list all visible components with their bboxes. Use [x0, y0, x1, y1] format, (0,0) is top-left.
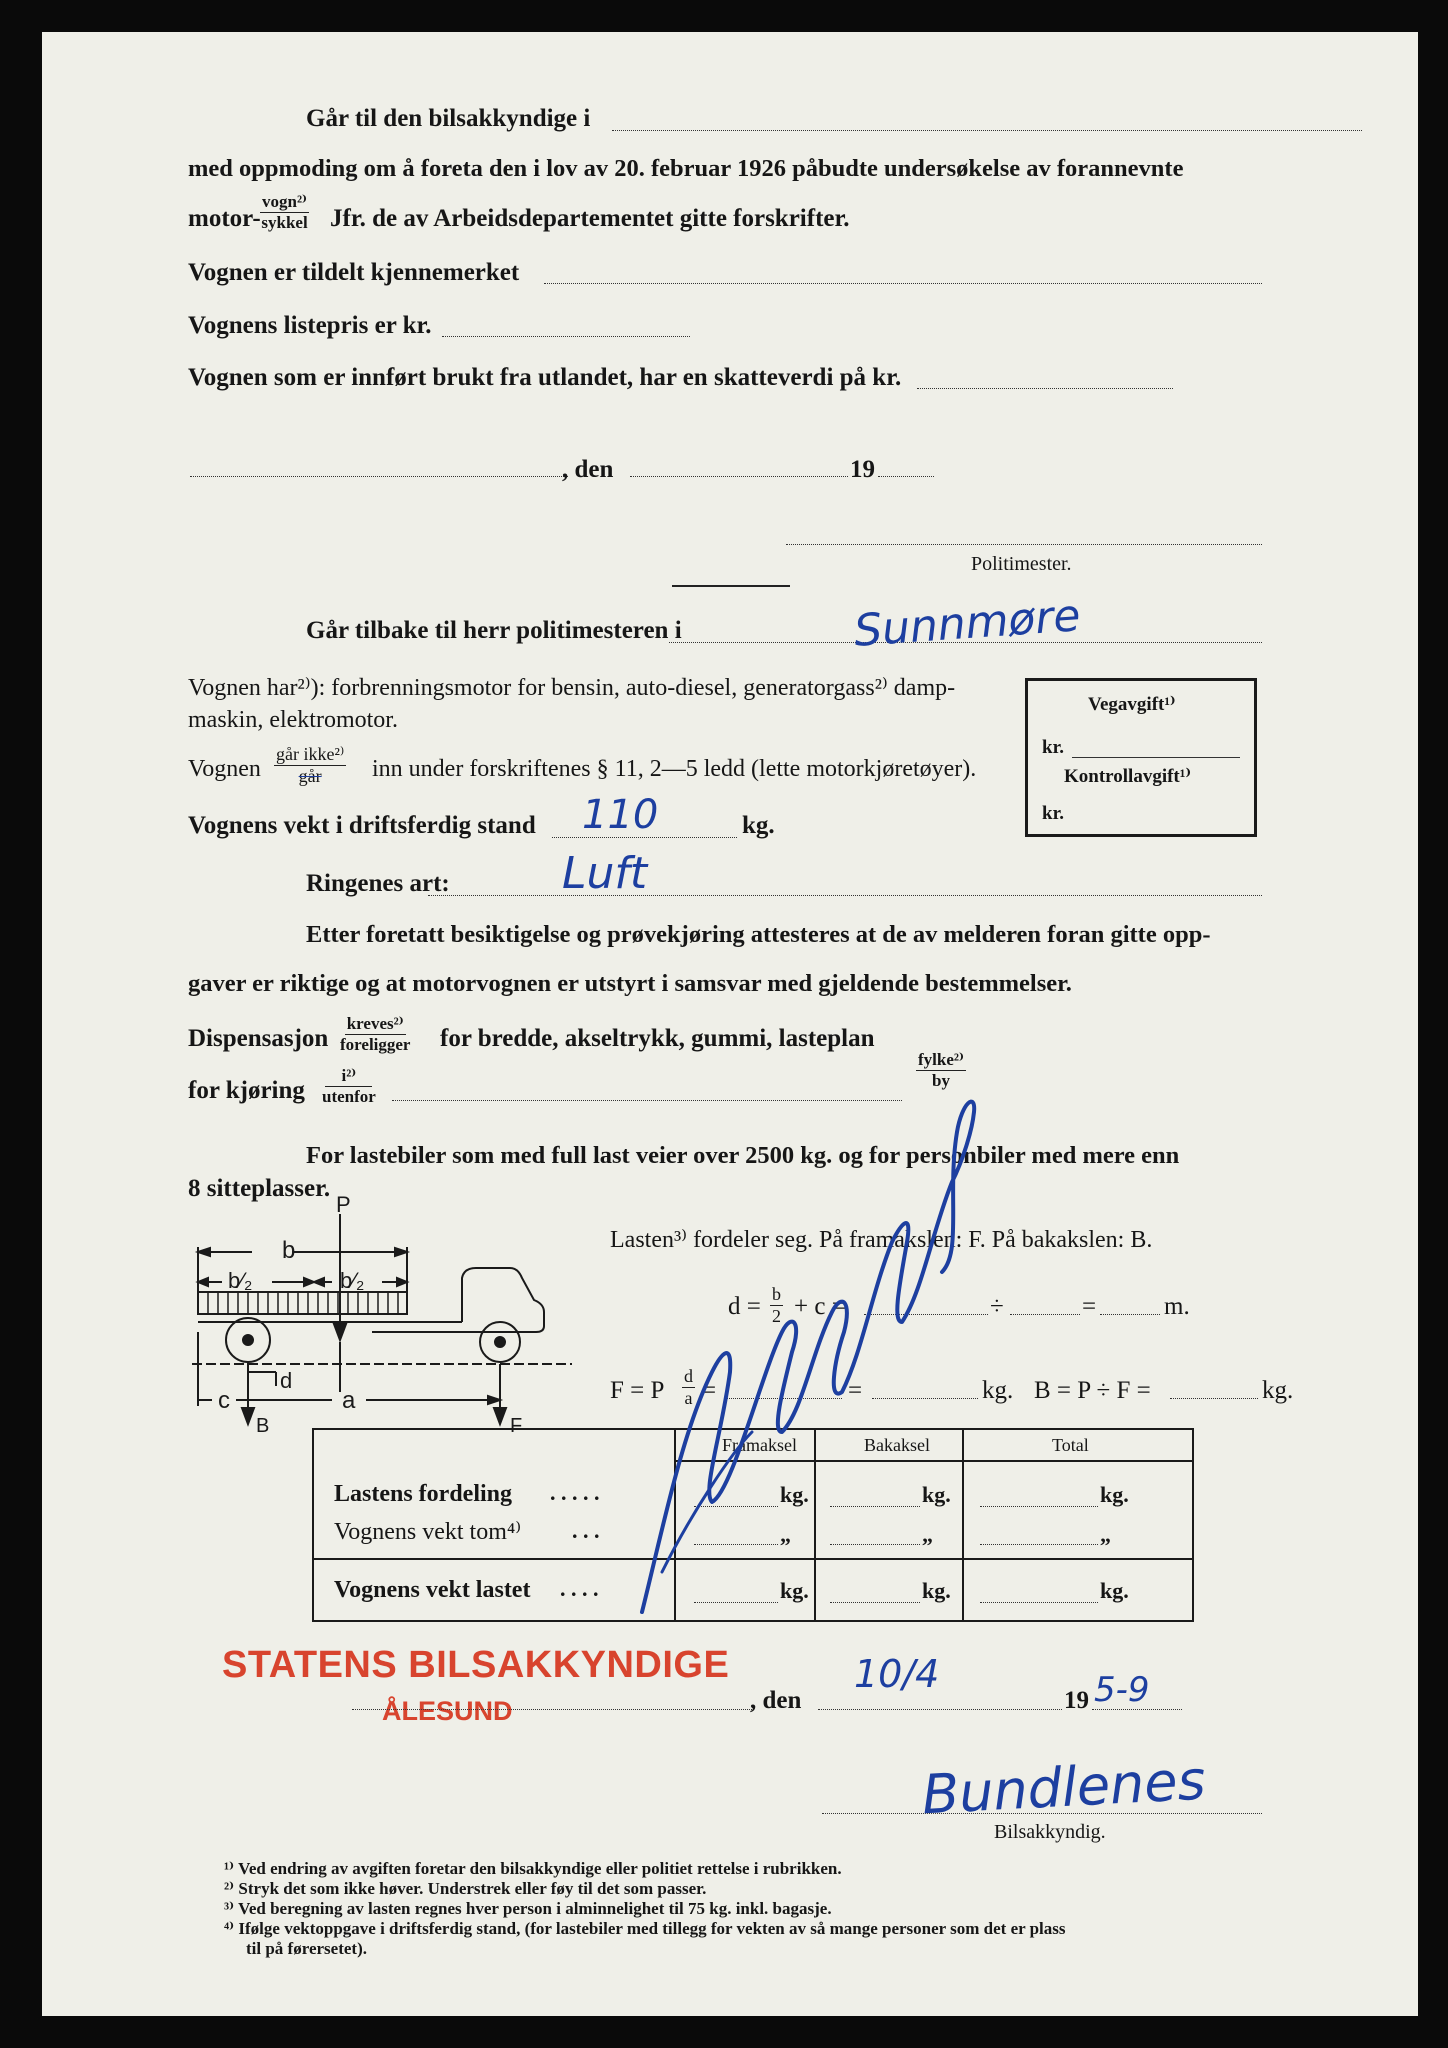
formula-d-eq: =	[1082, 1293, 1097, 1320]
row-empty-dots: . . .	[572, 1518, 600, 1543]
motor-suffix: Jfr. de av Arbeidsdepartementet gitte forskrifter.	[330, 205, 850, 232]
control-fee-label: Kontrollavgift¹⁾	[1064, 766, 1192, 787]
attestation-line2: gaver er riktige og at motorvognen er utstyrt i samsvar med gjeldende bestemmelser.	[188, 970, 1072, 997]
applies-fraction: går ikke²⁾ går	[276, 744, 345, 786]
service-weight-label: Vognens vekt i driftsferdig stand	[188, 812, 536, 839]
police-chief-label: Politimester.	[971, 553, 1072, 575]
truck-rule-line2: 8 sitteplasser.	[188, 1175, 331, 1202]
motor-prefix: motor-	[188, 205, 261, 232]
license-plate-label: Vognen er tildelt kjennemerket	[188, 259, 520, 286]
diagonal-signature-scribble	[602, 1072, 1022, 1632]
formula-f-fraction: $\frac{d}{a}$	[684, 1366, 693, 1408]
handwritten-signature: Bundlenes	[920, 1748, 1208, 1827]
formula-d-minus: ÷	[990, 1293, 1004, 1320]
road-tax-kr: kr.	[1042, 737, 1065, 758]
col-rear-axle: Bakaksel	[864, 1435, 930, 1455]
row-loaded-dots: . . . .	[560, 1576, 599, 1601]
attestation-line1: Etter foretatt besiktigelse og prøvekjøring attesteres at de av melderen foran gitte opp-	[306, 921, 1211, 948]
year-field[interactable]	[878, 476, 934, 477]
expert-label: Bilsakkyndig.	[994, 1821, 1106, 1843]
row-load-dots: . . . . .	[550, 1480, 600, 1505]
service-weight-unit: kg.	[742, 812, 775, 839]
load-distribution-text: Lasten³⁾ fordeler seg. På framakslen: F. På bakakslen: B.	[610, 1227, 1153, 1253]
police-signature-field[interactable]	[786, 544, 1262, 545]
row-load-unit2: kg.	[922, 1482, 951, 1507]
truck-rule-line1: For lastebiler som med full last veier over 2500 kg. og for personbiler med mere enn	[306, 1142, 1180, 1169]
formula-b-label: B = P ÷ F =	[1034, 1377, 1151, 1404]
footnote-1: ¹⁾ Ved endring av avgiften foretar den bilsakkyndige eller politiet rettelse i rubrikken.	[224, 1859, 842, 1878]
request-text: med oppmoding om å foreta den i lov av 20. februar 1926 påbudte undersøkelse av forannevnte	[188, 155, 1184, 182]
footnote-4: ⁴⁾ Ifølge vektoppgave i driftsferdig stand, (for lastebiler med tillegg for vekten av så mange personer som det er plass	[224, 1919, 1066, 1938]
date-field[interactable]	[630, 476, 848, 477]
row-loaded-label: Vognens vekt lastet	[334, 1577, 531, 1603]
formula-d-label: d =	[728, 1293, 761, 1320]
returns-label: Går tilbake til herr politimesteren i	[306, 617, 682, 644]
row-empty-unit3: „	[1100, 1522, 1111, 1547]
row-empty-label: Vognens vekt tom⁴⁾	[334, 1519, 522, 1545]
diagram-p: P	[336, 1192, 351, 1217]
col-total: Total	[1052, 1435, 1089, 1455]
applies-suffix: inn under forskriftenes § 11, 2—5 ledd (lette motorkjøretøyer).	[372, 756, 977, 782]
footnote-2: ²⁾ Stryk det som ikke høver. Understrek eller føy til det som passer.	[224, 1879, 707, 1898]
road-tax-field[interactable]	[1072, 757, 1240, 758]
tax-value-field[interactable]	[917, 388, 1173, 389]
handwritten-weight: 110	[582, 792, 659, 838]
license-plate-field[interactable]	[544, 283, 1262, 284]
road-tax-label: Vegavgift¹⁾	[1088, 694, 1176, 715]
formula-f-label: F = P	[610, 1377, 665, 1404]
dispensation-fraction: kreves²⁾ foreligger	[340, 1014, 411, 1054]
place-field[interactable]	[190, 476, 568, 477]
diagram-b2-right: b⁄₂	[340, 1268, 365, 1293]
signoff-date-label: , den	[750, 1687, 802, 1714]
signoff-date-field[interactable]	[818, 1709, 1062, 1710]
signoff-place-field[interactable]	[352, 1709, 754, 1710]
driving-fraction: i²⁾ utenfor	[322, 1066, 376, 1106]
tax-value-label: Vognen som er innført brukt fra utlandet, har en skatteverdi på kr.	[188, 364, 902, 391]
dispensation-prefix: Dispensasjon	[188, 1025, 329, 1052]
county-fraction: fylke²⁾ by	[918, 1050, 965, 1090]
date-label: , den	[562, 456, 614, 483]
signoff-year-prefix: 19	[1064, 1687, 1089, 1714]
form-page	[42, 32, 1418, 2016]
stamp-authority: STATENS BILSAKKYNDIGE	[222, 1644, 730, 1686]
year-prefix: 19	[850, 456, 875, 483]
formula-b-result[interactable]	[1170, 1398, 1258, 1399]
truck-load-diagram	[192, 1192, 592, 1432]
engine-type-line2: maskin, elektromotor.	[188, 707, 398, 733]
formula-b-unit: kg.	[1262, 1377, 1294, 1404]
tire-type-field[interactable]	[428, 895, 1262, 896]
list-price-field[interactable]	[442, 336, 690, 337]
row-loaded-unit3: kg.	[1100, 1578, 1129, 1603]
diagram-a: a	[342, 1387, 356, 1414]
diagram-b: b	[282, 1237, 296, 1264]
driving-prefix: for kjøring	[188, 1077, 305, 1104]
applies-prefix: Vognen	[188, 756, 261, 782]
row-load-unit1: kg.	[780, 1482, 809, 1507]
row-empty-unit2: „	[922, 1522, 933, 1547]
formula-f-eq1: =	[702, 1377, 717, 1404]
diagram-c: c	[218, 1387, 230, 1414]
expert-place-field[interactable]	[612, 130, 1362, 131]
row-empty-unit1: „	[780, 1522, 791, 1547]
handwritten-tires: Luft	[562, 848, 648, 899]
handwritten-district: Sunnmøre	[852, 590, 1083, 657]
motor-fraction: vogn²⁾ sykkel	[261, 192, 308, 232]
fee-box	[1025, 678, 1257, 837]
dispensation-suffix: for bredde, akseltrykk, gummi, lasteplan	[440, 1025, 875, 1052]
separator-rule	[672, 585, 790, 587]
formula-f-eq2: =	[848, 1377, 863, 1404]
formula-d-result[interactable]	[1100, 1314, 1160, 1315]
row-load-unit3: kg.	[1100, 1482, 1129, 1507]
diagram-d: d	[280, 1368, 293, 1393]
diagram-F: F	[510, 1415, 523, 1432]
formula-d-rest: + c =	[794, 1293, 846, 1320]
handwritten-year: 5-9	[1094, 1670, 1150, 1710]
row-load-label: Lastens fordeling	[334, 1481, 513, 1507]
footnote-4-cont: til på førersetet).	[246, 1939, 367, 1958]
stamp-city: ÅLESUND	[382, 1696, 513, 1726]
list-price-label: Vognens listepris er kr.	[188, 312, 432, 339]
diagram-b2-left: b⁄₂	[228, 1268, 253, 1293]
handwritten-date: 10/4	[854, 1652, 940, 1696]
control-fee-kr: kr.	[1042, 803, 1065, 824]
diagram-B: B	[256, 1415, 270, 1432]
col-front-axle: Framaksel	[722, 1435, 797, 1455]
formula-d-fraction: $\frac{b}{2}$	[772, 1284, 781, 1326]
row-loaded-unit1: kg.	[780, 1578, 809, 1603]
formula-f-unit: kg.	[982, 1377, 1014, 1404]
formula-d-unit: m.	[1164, 1293, 1190, 1320]
row-loaded-unit2: kg.	[922, 1578, 951, 1603]
goes-to-expert-label: Går til den bilsakkyndige i	[306, 105, 591, 132]
tire-type-label: Ringenes art:	[306, 870, 450, 897]
footnote-3: ³⁾ Ved beregning av lasten regnes hver person i alminnelighet til 75 kg. inkl. bagasje.	[224, 1899, 832, 1918]
engine-type-line1: Vognen har²⁾): forbrenningsmotor for bensin, auto-diesel, generatorgass²⁾ damp-	[188, 675, 956, 701]
